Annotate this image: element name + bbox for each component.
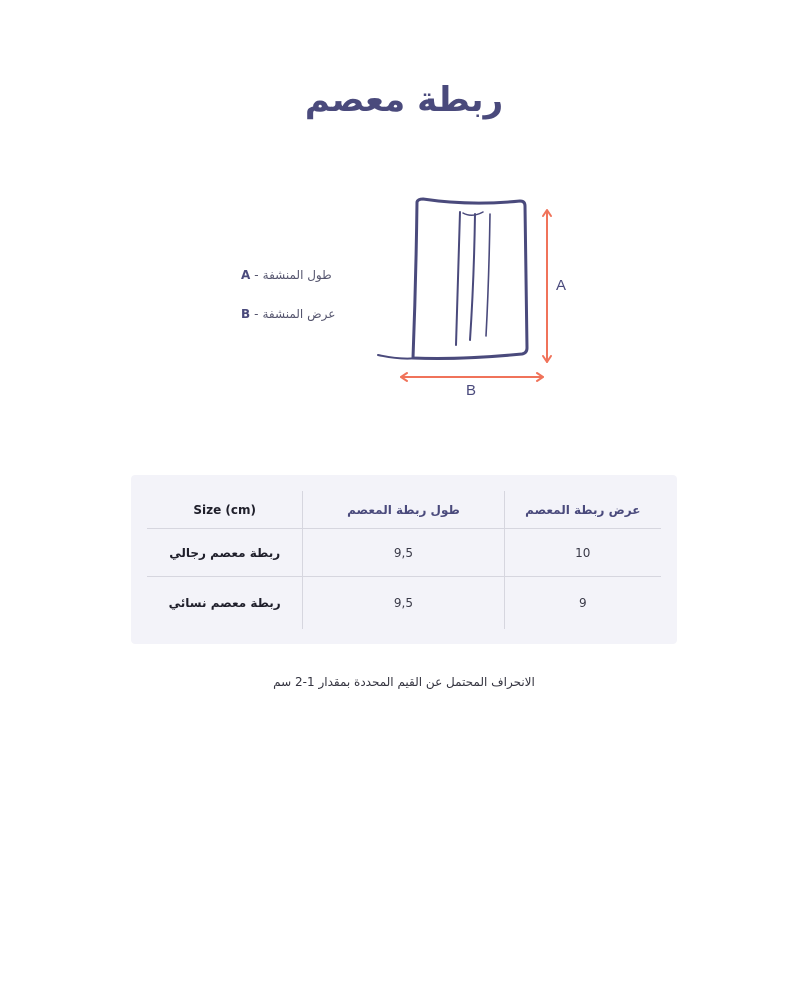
row-length: 9,5 [303, 577, 504, 630]
header-width: عرض ربطة المعصم [504, 491, 661, 529]
page-title: ربطة معصم [304, 80, 504, 120]
legend-text-a: طول المنشفة [262, 268, 332, 282]
wristband-diagram [0, 0, 808, 420]
legend-key-b: B [241, 307, 251, 321]
dimension-label-a: A [556, 277, 567, 294]
dimension-label-b: B [466, 382, 477, 399]
row-name: ربطة معصم رجالي [147, 529, 303, 577]
size-table [147, 491, 661, 629]
size-table-card [131, 475, 677, 644]
row-width: 10 [504, 529, 661, 577]
header-size: Size (cm) [147, 491, 303, 529]
row-width: 9 [578, 596, 587, 610]
row-name: ربطة معصم نسائي [147, 577, 303, 630]
arrow-b [401, 373, 543, 381]
legend-separator-a: - [254, 268, 259, 282]
legend-text-b: عرض المنشفة [262, 307, 336, 321]
table-header-row [147, 491, 661, 529]
deviation-note: الانحراف المحتمل عن القيم المحددة بمقدار 1-2 سم [273, 675, 535, 689]
arrow-a [543, 210, 551, 362]
legend-key-a: A [241, 268, 251, 282]
header-length: طول ربطة المعصم [303, 491, 504, 529]
row-length: 9,5 [303, 529, 504, 577]
wristband-illustration [378, 199, 527, 359]
table-row [147, 577, 661, 630]
table-row [147, 529, 661, 577]
legend-separator-b: - [254, 307, 259, 321]
